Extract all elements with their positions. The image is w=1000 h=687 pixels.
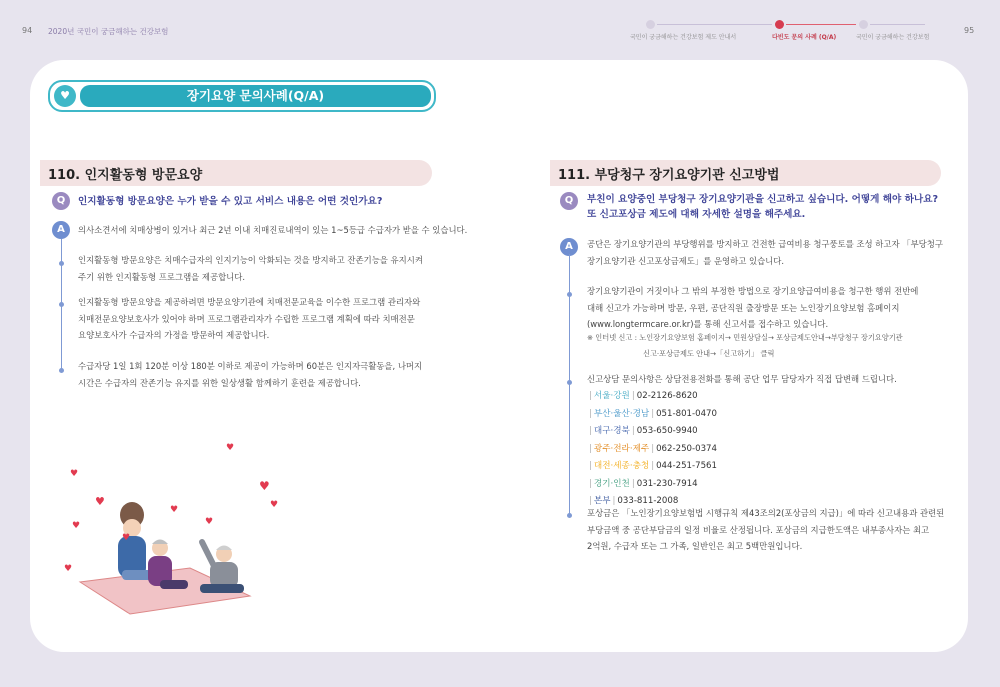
heart-icon: ♥ [95, 495, 105, 508]
heart-icon: ♥ [70, 469, 79, 479]
q110-answer-intro: 의사소견서에 치매상병이 있거나 최근 2년 이내 치매진료내역이 있는 1~5등급 수급자가 받을 수 있습니다. [78, 225, 468, 235]
q110-heading: 110. 인지활동형 방문요양 [48, 168, 203, 183]
contact-phone[interactable]: 062-250-0374 [656, 443, 717, 454]
figure-hair [152, 540, 168, 545]
divider: | [631, 426, 635, 436]
answer-badge-icon: A [560, 238, 578, 256]
q111-point-1: 장기요양기관이 거짓이나 그 밖의 부정한 방법으로 장기요양급여비용을 청구한 행위 전반에 대해 신고가 가능하며 방문, 우편, 공단직원 출장방문 또는 노인장기요양보험 홈페이지 (www.longtermcare.or.kr)를 통해 신고서를 접수하고 있습니다. [587, 286, 919, 329]
breadcrumb-line [657, 24, 772, 25]
bullet-dot-icon [59, 368, 64, 373]
contact-row [587, 389, 717, 407]
q110-point-1: 인지활동형 방문요양은 치매수급자의 인지기능이 악화되는 것을 방지하고 잔존기능을 유지시켜 주기 위한 인지활동형 프로그램을 제공합니다. [78, 255, 423, 282]
divider: | [589, 461, 592, 471]
figure-arm [202, 542, 214, 566]
q110-point-2: 인지활동형 방문요양을 제공하려면 방문요양기관에 치매전문교육을 이수한 프로그램 관리자와 치매전문요양보호사가 있어야 하며 프로그램관리자가 수립한 프로그램 계획에 따라 치매전문 요양보호사가 수급자의 가정을 방문하여 제공합니다. [78, 297, 421, 340]
answer-badge-icon: A [52, 221, 70, 239]
breadcrumb-line-active [786, 24, 856, 25]
contact-row [587, 477, 717, 495]
contact-region: 광주·전라·제주 [593, 443, 650, 454]
heart-icon: ♥ [270, 500, 279, 510]
bullet-dot-icon [59, 302, 64, 307]
figure-legs [200, 584, 244, 593]
breadcrumb-dot-icon [646, 20, 655, 29]
divider: | [589, 443, 592, 454]
contact-region: 서울·강원 [593, 391, 630, 401]
q110-heading-bar [40, 160, 432, 186]
elderly-exercise-illustration [60, 470, 260, 620]
q111-heading-bar [550, 160, 941, 186]
breadcrumb-item-insurance[interactable]: 국민이 궁금해하는 건강보험 [856, 34, 930, 41]
bullet-dot-icon [567, 513, 572, 518]
divider: | [589, 391, 592, 401]
heart-icon: ♥ [64, 564, 73, 574]
divider: | [589, 478, 592, 489]
q110-point-3: 수급자당 1일 1회 120분 이상 180분 이하로 제공이 가능하며 60분은 인지자극활동을, 나머지 시간은 수급자의 잔존기능 유지를 위한 일상생활 함께하기 훈련을 제공합니다. [78, 361, 423, 388]
divider: | [631, 478, 635, 489]
contact-phone[interactable]: 02-2126-8620 [636, 391, 698, 401]
figure-hair [216, 546, 232, 551]
running-title: 2020년 국민이 궁금해하는 건강보험 [48, 27, 169, 36]
section-title: 장기요양 문의사례(Q/A) [80, 85, 431, 107]
contact-phone[interactable]: 044-251-7561 [656, 461, 717, 471]
q111-point-2: 신고상담 문의사항은 상담전용전화를 통해 공단 업무 담당자가 직접 답변해 드립니다. [587, 374, 897, 384]
contact-region: 대구·경북 [593, 426, 630, 436]
contact-region: 부산·울산·경남 [593, 408, 650, 419]
divider: | [631, 391, 635, 401]
breadcrumb-active-dot-icon [775, 20, 784, 29]
question-badge-icon: Q [560, 192, 578, 210]
q111-heading: 111. 부당청구 장기요양기관 신고방법 [558, 168, 780, 183]
heart-icon: ♥ [226, 443, 235, 453]
contact-list [587, 389, 717, 512]
care-icon: ♥ [54, 85, 76, 107]
contact-phone[interactable]: 033-811-2008 [617, 496, 679, 506]
divider: | [589, 408, 592, 419]
divider: | [612, 496, 616, 506]
contact-row [587, 459, 717, 477]
contact-region: 대전·세종·충청 [593, 461, 650, 471]
contact-phone[interactable]: 051-801-0470 [656, 408, 717, 419]
contact-row [587, 442, 717, 460]
contact-region: 경기·인천 [593, 478, 630, 489]
heart-icon: ♥ [122, 533, 131, 543]
divider: | [651, 408, 655, 419]
right-page-number: 95 [964, 26, 975, 35]
bullet-dot-icon [567, 292, 572, 297]
breadcrumb-item-guide[interactable]: 국민이 궁금해하는 건강보험 제도 안내서 [630, 34, 737, 41]
q111-internet-note: ※ 인터넷 신고 : 노인장기요양보험 홈페이지→ 민원상담실→ 포상금제도안내→부당청구 장기요양기관 신고·포상금제도 안내→「신고하기」 클릭 [587, 333, 903, 358]
contact-phone[interactable]: 053-650-9940 [636, 426, 698, 436]
q111-answer-intro: 공단은 장기요양기관의 부당행위를 방지하고 건전한 급여비용 청구풍토를 조성 하고자 「부당청구 장기요양기관 신고포상금제도」를 운영하고 있습니다. [587, 239, 943, 266]
breadcrumb-dot-icon [859, 20, 868, 29]
contact-phone[interactable]: 031-230-7914 [636, 478, 698, 489]
section-title-bar [48, 80, 436, 112]
heart-icon: ♥ [170, 505, 179, 515]
contact-row [587, 407, 717, 425]
contact-row [587, 424, 717, 442]
divider: | [651, 443, 655, 454]
divider: | [651, 461, 655, 471]
divider: | [589, 426, 592, 436]
q111-point-3: 포상금은 「노인장기요양보험법 시행규칙 제43조의2(포상금의 지급)」에 따라 신고내용과 관련된 부당금액 중 공단부담금의 일정 비율로 산정됩니다. 포상금의 지급한도액은 내부종사자는 최고 2억원, 수급자 또는 그 가족, 일반인은 최고 5백만원입니다. [587, 508, 945, 551]
heart-icon: ♥ [205, 517, 214, 527]
q110-question: 인지활동형 방문요양은 누가 받을 수 있고 서비스 내용은 어떤 것인가요? [78, 196, 383, 207]
breadcrumb-item-qa[interactable]: 다빈도 문의 사례 (Q/A) [772, 34, 837, 41]
bullet-dot-icon [567, 380, 572, 385]
heart-icon: ♥ [72, 521, 81, 531]
contact-region: 본부 [593, 496, 611, 506]
divider: | [589, 496, 592, 506]
question-badge-icon: Q [52, 192, 70, 210]
heart-icon: ♥ [259, 479, 270, 493]
figure-legs [160, 580, 188, 589]
left-page-number: 94 [22, 26, 33, 35]
breadcrumb [630, 20, 930, 46]
q111-question: 부친이 요양중인 부당청구 장기요양기관을 신고하고 싶습니다. 어떻게 해야 하나요? 또 신고포상금 제도에 대해 자세한 설명을 해주세요. [587, 194, 939, 220]
breadcrumb-line [870, 24, 925, 25]
bullet-dot-icon [59, 261, 64, 266]
